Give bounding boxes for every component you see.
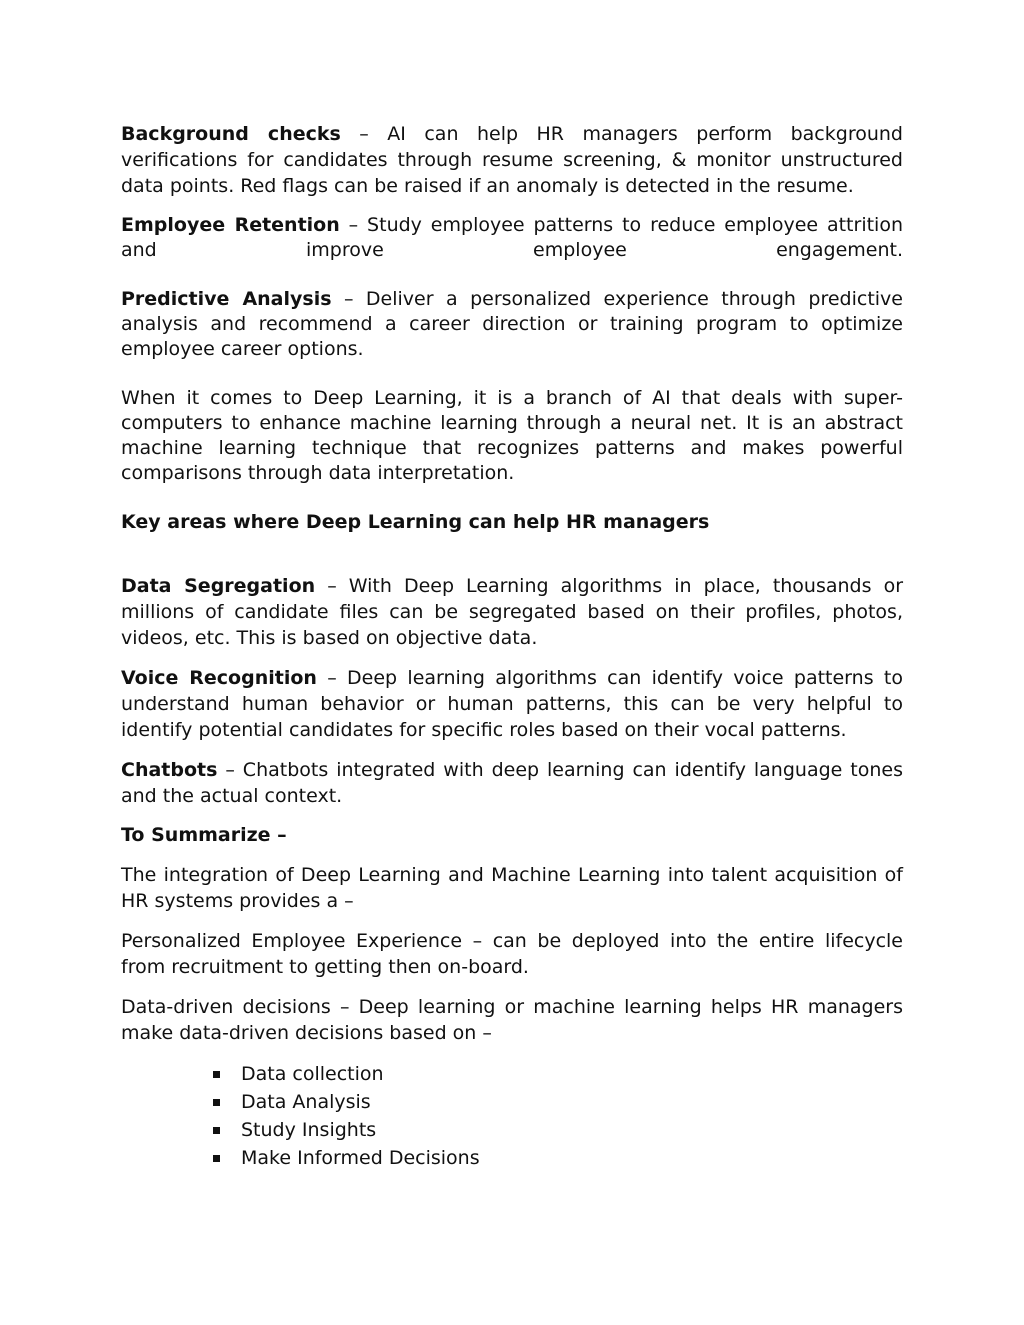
paragraph-background-checks <box>121 121 903 199</box>
paragraph-integration: The integration of Deep Learning and Machine Learning into talent acquisition of HR systems provides a – <box>121 864 903 912</box>
text-data-segregation: – With Deep Learning algorithms in place, thousands or millions of candidate files can be segregated based on their profiles, photos, videos, etc. This is based on objective data. <box>121 575 904 649</box>
list-item <box>121 1088 903 1116</box>
paragraph-voice-recognition <box>121 665 903 743</box>
paragraph-chatbots <box>121 757 903 809</box>
paragraph-predictive-analysis <box>121 287 903 362</box>
text-voice-recognition: – Deep learning algorithms can identify voice patterns to understand human behavior or human patterns, this can be very helpful to identify potential candidates for specific roles based on their vocal patterns. <box>121 667 903 741</box>
list-item <box>121 1116 903 1144</box>
term-background-checks: Background checks <box>121 123 341 145</box>
square-bullet-icon <box>213 1127 220 1134</box>
list-item-label: Make Informed Decisions <box>241 1147 480 1169</box>
text-employee-retention: – Study employee patterns to reduce employee attrition and improve employee engagement. <box>121 214 903 261</box>
term-chatbots: Chatbots <box>121 759 218 781</box>
bullet-list <box>121 1060 903 1172</box>
list-item <box>121 1144 903 1172</box>
paragraph-data-segregation <box>121 573 903 651</box>
paragraph-data-driven: Data-driven decisions – Deep learning or machine learning helps HR managers make data-driven decisions based on – <box>121 996 903 1044</box>
term-predictive-analysis: Predictive Analysis <box>121 288 332 310</box>
square-bullet-icon <box>213 1155 220 1162</box>
list-item-label: Data Analysis <box>241 1091 371 1113</box>
text-chatbots: – Chatbots integrated with deep learning can identify language tones and the actual context. <box>121 759 903 807</box>
term-voice-recognition: Voice Recognition <box>121 667 317 689</box>
list-item-label: Data collection <box>241 1063 384 1085</box>
square-bullet-icon <box>213 1099 220 1106</box>
document-page <box>121 118 903 1172</box>
list-item-label: Study Insights <box>241 1119 377 1141</box>
heading-to-summarize: To Summarize – <box>121 824 287 846</box>
term-data-segregation: Data Segregation <box>121 575 316 597</box>
list-item <box>121 1060 903 1088</box>
paragraph-deep-learning-intro: When it comes to Deep Learning, it is a branch of AI that deals with super-computers to enhance machine learning through a neural net. It is an abstract machine learning technique that recognizes patterns and makes powerful comparisons through data interpretation. <box>121 387 903 484</box>
paragraph-employee-retention <box>121 213 903 263</box>
paragraph-personalized-experience: Personalized Employee Experience – can be deployed into the entire lifecycle from recruitment to getting then on-board. <box>121 930 903 978</box>
text-predictive-analysis: – Deliver a personalized experience through predictive analysis and recommend a career direction or training program to optimize employee career options. <box>121 288 903 360</box>
text-background-checks: – AI can help HR managers perform background verifications for candidates through resume screening, & monitor unstructured data points. Red flags can be raised if an anomaly is detected in the resume. <box>121 123 903 197</box>
heading-key-areas: Key areas where Deep Learning can help HR managers <box>121 511 710 533</box>
term-employee-retention: Employee Retention <box>121 214 340 236</box>
square-bullet-icon <box>213 1071 220 1078</box>
